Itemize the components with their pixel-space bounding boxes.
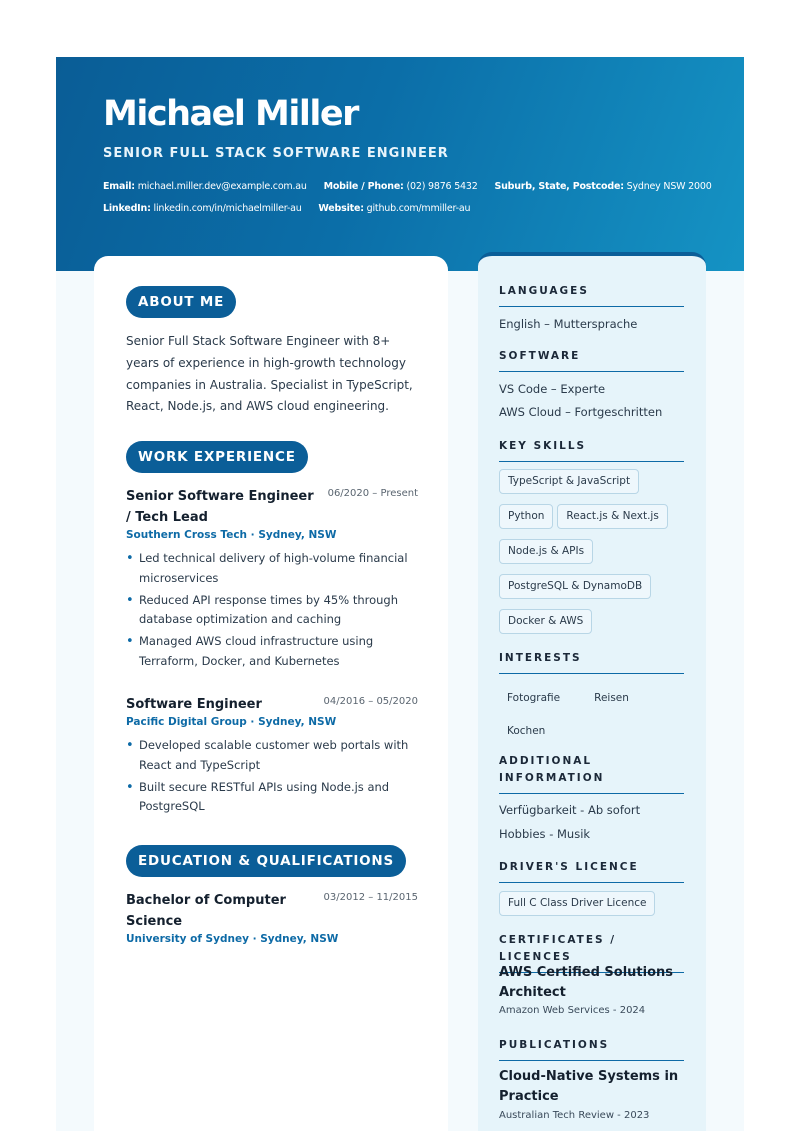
- section-heading-about: ABOUT ME: [126, 286, 236, 318]
- additional-item: Hobbies - Musik: [499, 827, 591, 841]
- section-heading-work: WORK EXPERIENCE: [126, 441, 308, 473]
- about-text: Senior Full Stack Software Engineer with 8+ years of experience in high-growth technology companies in Australia. Specialist in TypeScript, React, Node.js, and AWS cloud engineering.: [126, 334, 413, 414]
- job-role: Senior Software Engineer / Tech Lead: [126, 489, 314, 525]
- job-company: Pacific Digital Group · Sydney, NSW: [126, 716, 337, 728]
- sidebar-heading-publications: PUBLICATIONS: [499, 1037, 684, 1061]
- education-entry: [126, 890, 418, 945]
- job-entry: [126, 486, 418, 674]
- certificate-issuer: Amazon Web Services - 2024: [499, 1005, 646, 1016]
- skill-chip: TypeScript & JavaScript: [499, 469, 639, 494]
- contact-phone[interactable]: Mobile / Phone: (02) 9876 5432: [323, 181, 478, 192]
- sidebar-heading-additional: ADDITIONAL INFORMATION: [499, 753, 684, 794]
- resume-header: [56, 57, 744, 271]
- licence-list: [499, 891, 689, 926]
- skill-chip: Node.js & APIs: [499, 539, 593, 564]
- sidebar-heading-licence: DRIVER'S LICENCE: [499, 859, 684, 883]
- interest-item: Reisen: [594, 692, 629, 704]
- job-bullets: [126, 549, 418, 671]
- interest-item: Kochen: [507, 725, 546, 737]
- education-degree: Bachelor of Computer Science: [126, 893, 286, 929]
- skill-chip: PostgreSQL & DynamoDB: [499, 574, 651, 599]
- job-bullet: • Built secure RESTful APIs using Node.js and PostgreSQL: [126, 778, 418, 817]
- certificate-title: AWS Certified Solutions Architect: [499, 965, 674, 1000]
- contact-row-1: [103, 181, 726, 192]
- sidebar-heading-languages: LANGUAGES: [499, 283, 684, 307]
- interest-item: Fotografie: [507, 692, 561, 704]
- sidebar-heading-interests: INTERESTS: [499, 650, 684, 674]
- skill-chip: Docker & AWS: [499, 609, 592, 634]
- job-dates: 04/2016 – 05/2020: [323, 696, 418, 707]
- job-bullet: • Managed AWS cloud infrastructure using Terraform, Docker, and Kubernetes: [126, 632, 418, 671]
- contact-website[interactable]: Website: github.com/mmiller-au: [318, 203, 471, 214]
- software-item: VS Code – Experte: [499, 382, 606, 396]
- software-item: AWS Cloud – Fortgeschritten: [499, 405, 663, 419]
- licence-chip: Full C Class Driver Licence: [499, 891, 655, 916]
- skill-chip: React.js & Next.js: [557, 504, 667, 529]
- job-entry: [126, 694, 418, 819]
- skill-chip: Python: [499, 504, 553, 529]
- sidebar-heading-software: SOFTWARE: [499, 348, 684, 372]
- language-item: English – Muttersprache: [499, 317, 638, 331]
- job-bullet: • Led technical delivery of high-volume financial microservices: [126, 549, 418, 588]
- candidate-name: Michael Miller: [103, 94, 358, 134]
- contact-row-2: [103, 203, 484, 214]
- additional-item: Verfügbarkeit - Ab sofort: [499, 803, 641, 817]
- publication-title: Cloud-Native Systems in Practice: [499, 1069, 679, 1104]
- sidebar-heading-skills: KEY SKILLS: [499, 438, 684, 462]
- section-heading-education: EDUCATION & QUALIFICATIONS: [126, 845, 406, 877]
- job-bullet: • Reduced API response times by 45% through database optimization and caching: [126, 591, 418, 630]
- candidate-title: SENIOR FULL STACK SOFTWARE ENGINEER: [103, 146, 449, 161]
- job-company: Southern Cross Tech · Sydney, NSW: [126, 529, 337, 541]
- education-dates: 03/2012 – 11/2015: [323, 892, 418, 903]
- publication-source: Australian Tech Review - 2023: [499, 1110, 650, 1121]
- job-bullets: [126, 736, 418, 817]
- job-role: Software Engineer: [126, 697, 262, 712]
- job-dates: 06/2020 – Present: [327, 488, 418, 499]
- education-school: University of Sydney · Sydney, NSW: [126, 933, 339, 945]
- contact-linkedin[interactable]: LinkedIn: linkedin.com/in/michaelmiller-au: [103, 203, 302, 214]
- contact-email[interactable]: Email: michael.miller.dev@example.com.au: [103, 181, 307, 192]
- contact-location: Suburb, State, Postcode: Sydney NSW 2000: [494, 181, 712, 192]
- sidebar-heading-certificates: CERTIFICATES / LICENCES: [499, 932, 684, 973]
- skills-list: [499, 469, 689, 644]
- job-bullet: • Developed scalable customer web portals with React and TypeScript: [126, 736, 418, 775]
- interests-list: [499, 686, 689, 705]
- interests-list-row-2: [499, 719, 689, 738]
